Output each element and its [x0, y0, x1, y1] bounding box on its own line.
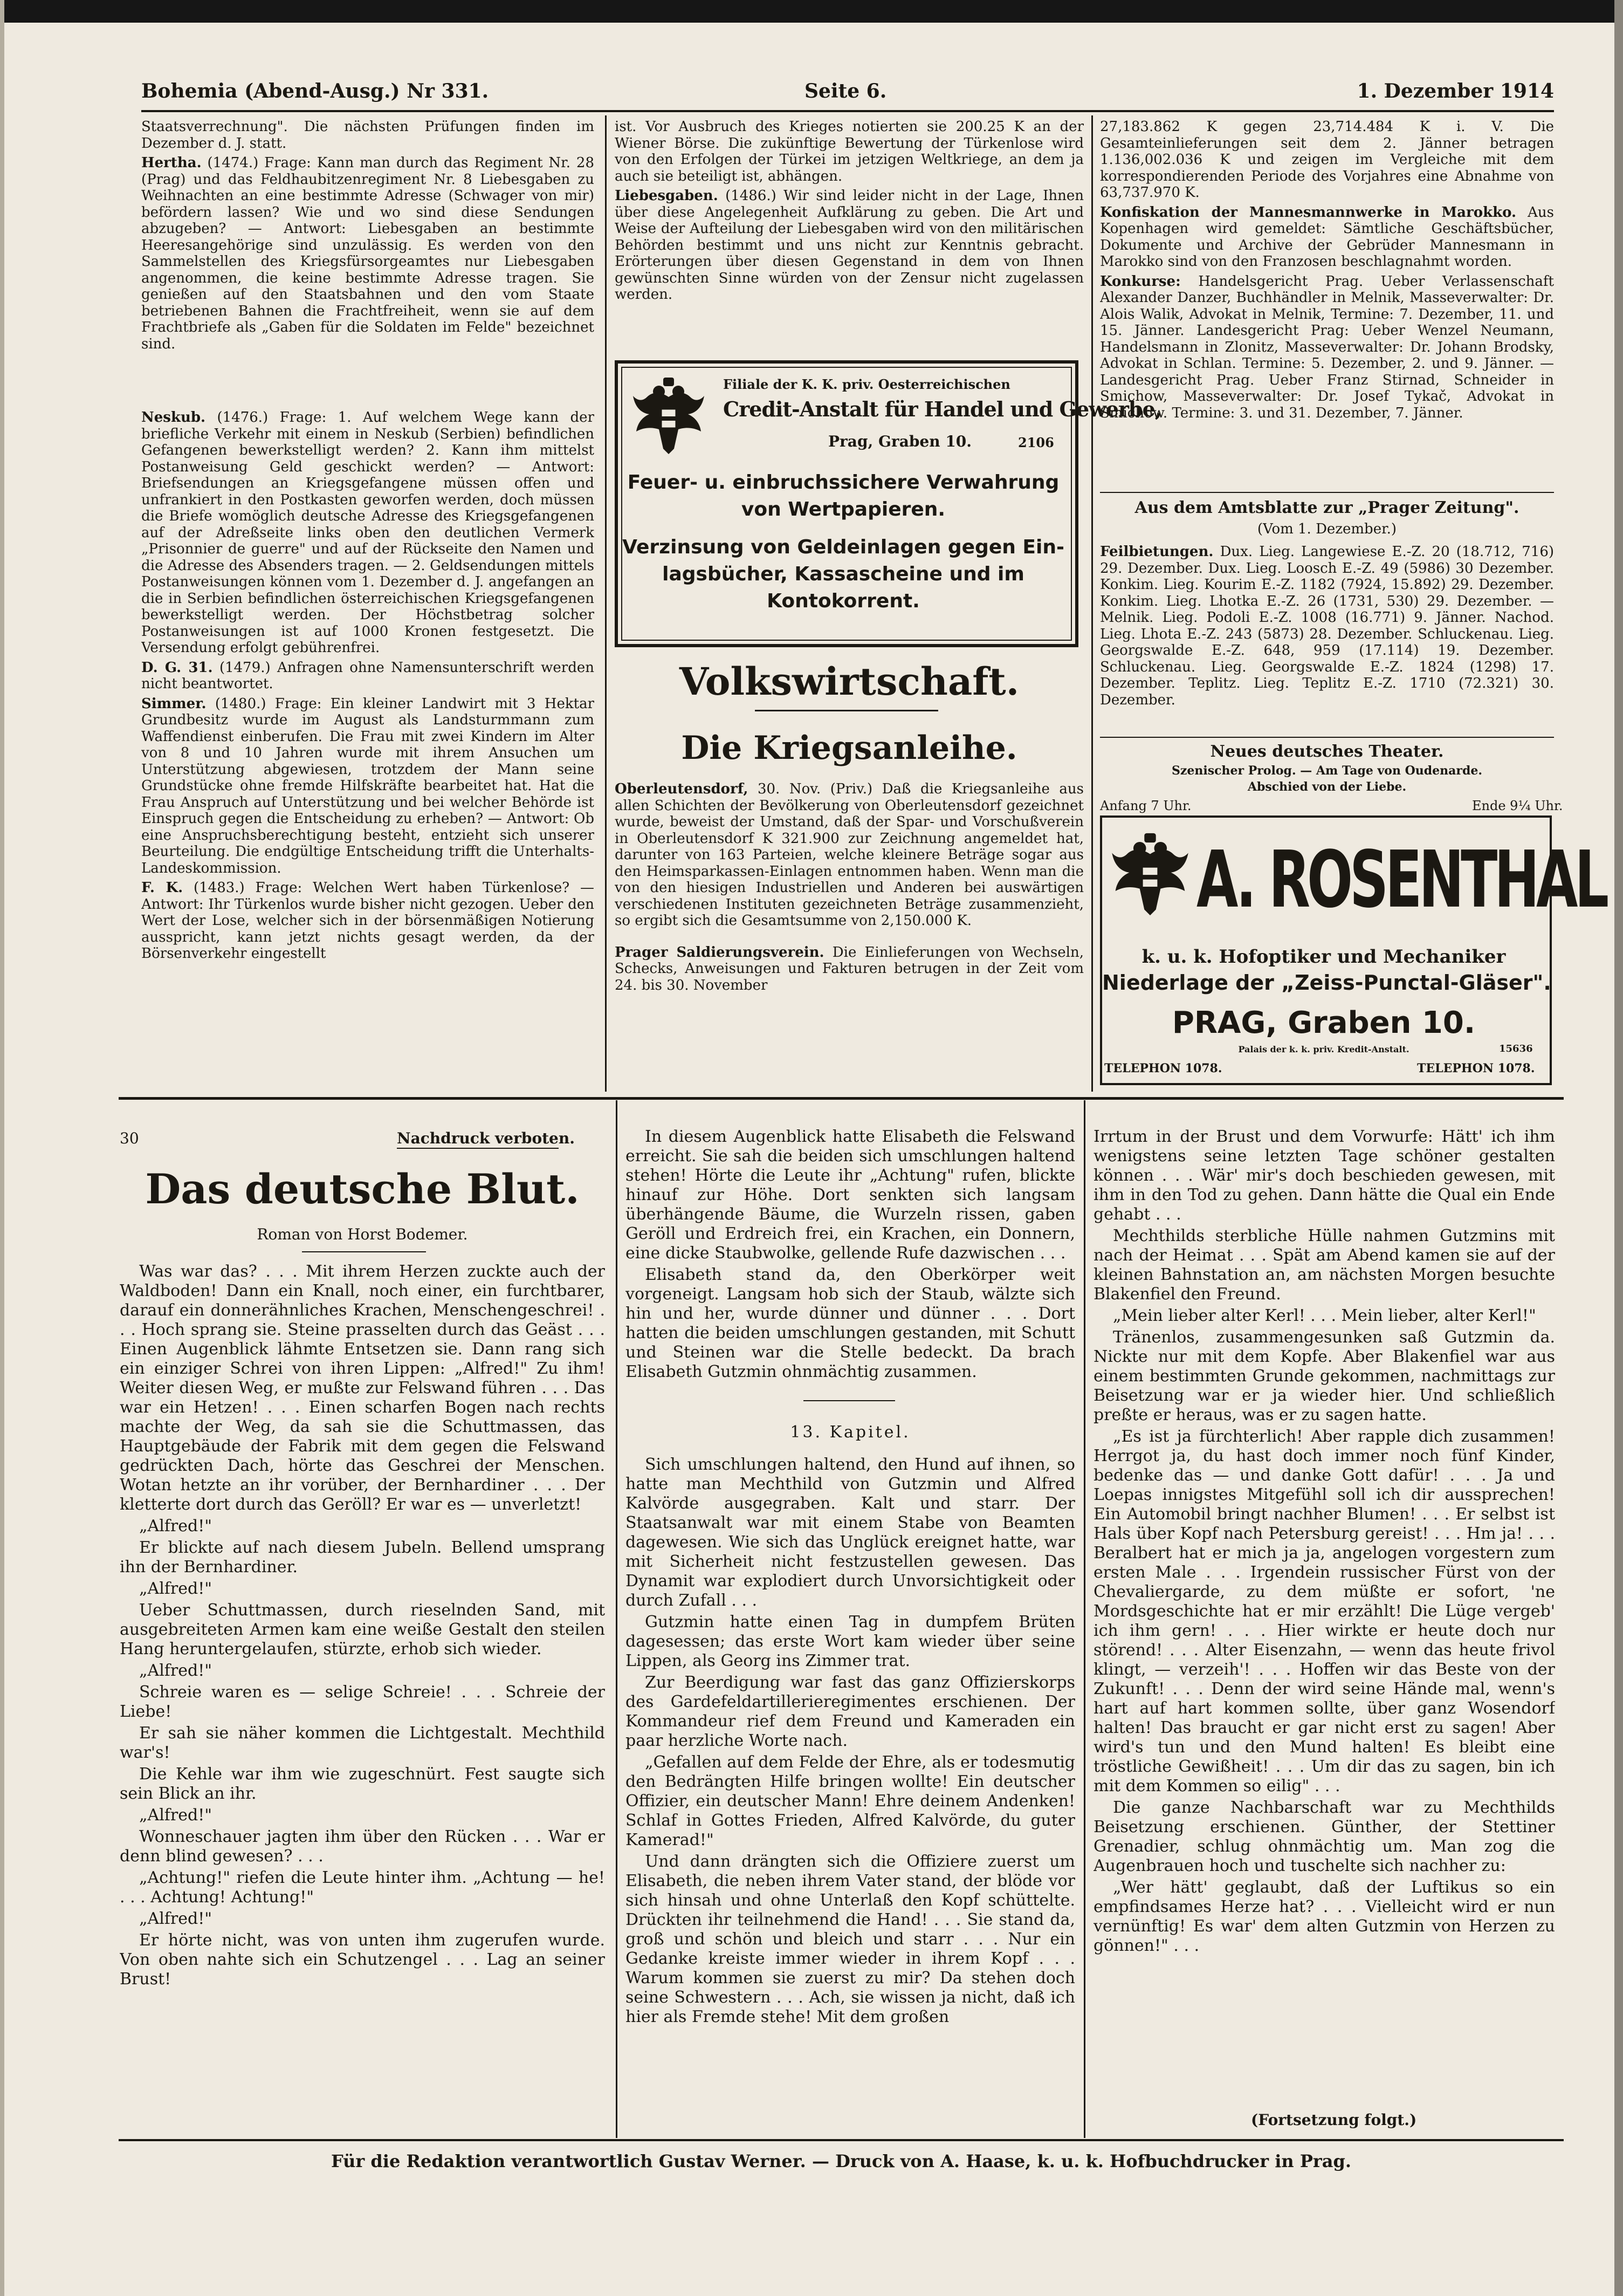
feuilleton-rule	[119, 1097, 1564, 1100]
column-1	[141, 119, 594, 1089]
article-title: Die Kriegsanleihe.	[681, 729, 1017, 767]
theater-line-1: Szenischer Prolog. — Am Tage von Oudenarde.	[1171, 764, 1483, 778]
col1-p4-text: (1479.) Anfragen ohne Namensunterschrift werden nicht beantwortet.	[141, 659, 594, 692]
novel-c3-p7: „Wer hätt' geglaubt, daß der Luftikus so ein empfindsames Herze hat? . . . Vielleicht wird er nun vernünftig! Es war' dem alten Gutzmin von Herzen zu gönnen!" . . .	[1094, 1878, 1555, 1955]
novel-title-rule	[302, 1251, 426, 1252]
novel-column-1	[120, 1262, 605, 2136]
scan-right-edge	[1614, 0, 1623, 2296]
novel-column-3	[1094, 1127, 1555, 2098]
novel-header-underline	[397, 1148, 559, 1149]
scan-left-edge	[0, 0, 4, 2296]
footer-imprint: Für die Redaktion verantwortlich Gustav Werner. — Druck von A. Haase, k. u. k. Hofbuchdrucker in Prag.	[331, 2151, 1351, 2171]
col2-article-paragraph-1	[615, 781, 1084, 929]
header-date: 1. Dezember 1914	[1357, 80, 1554, 102]
novel-column-2	[625, 1127, 1075, 2136]
credit-ad-line-7: lagsbücher, Kassascheine und im	[662, 563, 1024, 585]
credit-ad-line-2: Credit-Anstalt für Handel und Gewerbe,	[723, 397, 1162, 421]
column-3-amtsblatt	[1100, 544, 1554, 731]
rosenthal-line-1: k. u. k. Hofoptiker und Mechaniker	[1141, 946, 1506, 968]
novel-c1-p14: Er hörte nicht, was von unten ihm zugerufen wurde. Von oben nahte sich ein Schutzengel . . . Lag an seiner Brust!	[120, 1931, 605, 1989]
col1-p2-text: (1474.) Frage: Kann man durch das Regiment Nr. 28 (Prag) und das Feldhaubitzenregiment Nr. 8 Liebesgaben zu Weihnachten an eine bestimmte Adresse (Schwager von mir) befördern lassen? Wie und wo sind diese Sendungen abzugeben? — Antwort: Liebesgaben an bestimmte Heeresangehörige sind unzulässig. Es werden von den Sammelstellen des Kriegsfürsorgeamtes nur Liebesgaben angenommen, die keine bestimmte Adresse tragen. Sie genießen auf den Staatsbahnen und den vom Staate betriebenen Bahnen die Frachtfreiheit, wenn sie auf dem Frachtbriefe als „Gaben für die Soldaten im Felde" bezeichnet sind.	[141, 155, 594, 352]
column-2-article	[615, 781, 1084, 1088]
novel-c3-p5: „Es ist ja fürchterlich! Aber rapple dich zusammen! Herrgot ja, du hast doch immer noch fünf Kinder, bedenke das — und danke Gott dafür! . . . Ja und Loepas innigstes Mitgefühl soll ich dir aussprechen! Ein Automobil bringt nachher Blumen! . . . Er selbst ist Hals über Kopf nach Petersburg gereist! . . . Hm ja! . . . Beralbert hat er mich ja ja, angelogen vorgestern zum ersten Male . . . Irgendein russischer Fürst von der Chevaliergarde, zu dem müßte er sofort, 'ne Mordsgeschichte hat er mir erzählt! Die Lüge vergeb' ich ihm gern! . . . Hier wirkte er heute doch nur störend! . . . Alter Eisenzahn, — wenn das heute frivol klingt, — verzeih'! . . . Hoffen wir das Beste von der Zukunft! . . . Denn der wird seine Hände mal, wenn's hart auf hart kommen sollte, über ganz Wosendorf halten! Das braucht er gar nicht erst zu sagen! Aber wird's tun und den Mund halten! Es bleibt eine tröstliche Gewißheit! . . . Um dir das zu sagen, bin ich mit dem Kommen so eilig" . . .	[1094, 1427, 1555, 1795]
novel-c2-p7: Und dann drängten sich die Offiziere zuerst um Elisabeth, die neben ihrem Vater stand, der blöde vor sich hinsah und ohne Unterlaß den Kopf schüttelte. Drückten ihr teilnehmend die Hand! . . . Sie stand da, groß und schön und bleich und starr . . . Nur ein Gedanke kreiste immer wieder in ihrem Kopf . . . Warum kommen sie zuerst zu mir? Da stehen doch seine Schwestern . . . Ach, sie wissen ja nicht, daß ich hier als Fremde stehe! Mit dem großen	[625, 1852, 1075, 2026]
novel-c1-p5: Ueber Schuttmassen, durch rieselnden Sand, mit ausgebreiteten Armen kam eine weiße Gestalt den steilen Hang heruntergelaufen, stürzte, erhob sich wieder.	[120, 1601, 605, 1658]
rosenthal-code: 15636	[1499, 1043, 1533, 1054]
chapter-spacer-bottom	[625, 1444, 1075, 1455]
theater-end: Ende 9¼ Uhr.	[1472, 798, 1563, 813]
novel-c1-p3: Er blickte auf nach diesem Jubeln. Bellend umsprang ihn der Bernhardiner.	[120, 1538, 605, 1577]
page-header	[141, 80, 1554, 112]
rosenthal-eagle-icon	[1110, 828, 1191, 920]
col3-rule-1	[1100, 492, 1554, 493]
novel-c1-p10: „Alfred!"	[139, 1806, 212, 1825]
novel-reprint-notice: Nachdruck verboten.	[397, 1129, 575, 1147]
chapter-rule	[803, 1400, 895, 1401]
col1-p4-lead: D. G. 31.	[141, 659, 213, 676]
credit-ad-line-5: von Wertpapieren.	[741, 498, 946, 520]
novel-c2-p5: Zur Beerdigung war fast das ganz Offizierskorps des Gardefeldartillerieregimentes erschienen. Der Kommandeur rief dem Freund und Kameraden ein paar herzliche Worte nach.	[625, 1673, 1075, 1750]
credit-ad-line-1: Filiale der K. K. priv. Oesterreichischen	[723, 376, 1010, 392]
col2-paragraph-2	[615, 188, 1084, 303]
col1-paragraph-5	[141, 696, 594, 877]
amtsblatt-date: (Vom 1. Dezember.)	[1257, 521, 1397, 537]
novel-c2-p6: „Gefallen auf dem Felde der Ehre, als er todesmutig den Bedrängten Hilfe bringen wollte! Ein deutscher Offizier, ein deutscher Mann! Ehre deinem Andenken! Schlaf in Gottes Frieden, Alfred Kalvörde, du guter Kamerad!"	[625, 1753, 1075, 1849]
col1-p2-lead: Hertha.	[141, 155, 202, 171]
rosenthal-ad	[1100, 815, 1606, 1085]
chapter-spacer-mid	[625, 1401, 1075, 1423]
col1-paragraph-2	[141, 155, 594, 352]
col2-p2-lead: Liebesgaben.	[615, 188, 718, 204]
novel-c2-p1: In diesem Augenblick hatte Elisabeth die Felswand erreicht. Sie sah die beiden sich umschlungen haltend stehen! Hörte die Leute ihr „Achtung" rufen, blickte hinauf zur Höhe. Dort senkten sich langsam überhängende Bäume, die Wurzeln rissen, gaben Geröll und Erdreich frei, ein Krachen, ein Donnern, eine dicke Staubwolke, gellende Rufe dazwischen . . .	[625, 1127, 1075, 1263]
col3-p4-text: Dux. Lieg. Langewiese E.-Z. 20 (18.712, 716) 29. Dezember. Dux. Lieg. Loosch E.-Z. 49 (5986) 30 Dezember. Konkim. Lieg. Kourim E.-Z. 1182 (7924, 15.892) 29. Dezember. Konkim. Lieg. Lhotka E.-Z. 26 (1731, 530) 29. Dezember. — Melnik. Lieg. Podoli E.-Z. 1008 (16.771) 9. Jänner. Nachod. Lieg. Lhota E.-Z. 243 (5873) 28. Dezember. Schluckenau. Lieg. Georgswalde E.-Z. 648, 959 (17.114) 19. Dezember. Schluckenau. Lieg. Georgswalde E.-Z. 1824 (1298) 17. Dezember. Teplitz. Lieg. Teplitz E.-Z. 1710 (72.321) 30. Dezember.	[1100, 544, 1554, 708]
novel-c1-p11: Wonneschauer jagten ihm über den Rücken . . . War er denn blind gewesen? . . .	[120, 1827, 605, 1866]
chapter-spacer-top	[625, 1384, 1075, 1400]
rosenthal-phone-right: TELEPHON 1078.	[1417, 1061, 1535, 1075]
upper-column-rule-2	[1091, 115, 1093, 1092]
novel-c2-p3: Sich umschlungen haltend, den Hund auf ihnen, so hatte man Mechthild von Gutzmin und Alfred Kalvörde ausgegraben. Kalt und starr. Der Staatsanwalt war mit einem Stabe von Beamten dagewesen. Wie sich das Unglück ereignet hatte, war mit Sicherheit nicht festzustellen gewesen. Das Dynamit war explodiert durch Unvorsichtigkeit oder durch Zufall . . .	[625, 1455, 1075, 1610]
novel-c1-p4: „Alfred!"	[139, 1579, 212, 1598]
col1-p5-lead: Simmer.	[141, 695, 207, 712]
col1-p6-lead: F. K.	[141, 880, 183, 896]
column-2-top	[615, 119, 1084, 356]
credit-ad-line-6: Verzinsung von Geldeinlagen gegen Ein-	[622, 536, 1064, 558]
col1-paragraph-1: Staatsverrechnung". Die nächsten Prüfungen finden im Dezember d. J. statt.	[141, 119, 594, 152]
col3-p2-text: Aus Kopenhagen wird gemeldet: Sämtliche Geschäftsbücher, Dokumente und Archive der Gebrüder Mannesmann in Marokko sind von den Franzosen beschlagnahmt worden.	[1100, 204, 1554, 270]
novel-title: Das deutsche Blut.	[145, 1165, 580, 1213]
rosenthal-phone-left: TELEPHON 1078.	[1104, 1061, 1222, 1075]
novel-c3-p1: Irrtum in der Brust und dem Vorwurfe: Hätt' ich ihm wenigstens seine letzten Tage schöner gestalten können . . . Wär' mir's doch beschieden gewesen, mit ihm in den Tod zu gehen. Dann hätte die Qual ein Ende gehabt . . .	[1094, 1127, 1555, 1224]
col3-rule-2	[1100, 737, 1554, 738]
footer-rule	[119, 2139, 1564, 2141]
novel-c3-p3: „Mein lieber alter Kerl! . . . Mein lieber, alter Kerl!"	[1113, 1306, 1536, 1325]
col2-article-paragraph-2	[615, 944, 1084, 994]
rosenthal-line-2: Niederlage der „Zeiss-Punctal-Gläser".	[1102, 971, 1551, 995]
novel-c1-p13: „Alfred!"	[139, 1909, 212, 1928]
section-underline	[755, 710, 938, 711]
novel-c1-p7: Schreie waren es — selige Schreie! . . . Schreie der Liebe!	[120, 1683, 605, 1721]
col1-paragraph-4	[141, 660, 594, 693]
novel-c1-p9: Die Kehle war ihm wie zugeschnürt. Fest saugte sich sein Blick an ihr.	[120, 1765, 605, 1803]
theater-start: Anfang 7 Uhr.	[1100, 798, 1192, 813]
rosenthal-name: A. ROSENTHAL	[1196, 834, 1606, 926]
novel-c1-p6: „Alfred!"	[139, 1661, 212, 1680]
novel-author: Roman von Horst Bodemer.	[257, 1225, 468, 1243]
col1-p3-lead: Neskub.	[141, 409, 206, 426]
col1-p5-text: (1480.) Frage: Ein kleiner Landwirt mit 3 Hektar Grundbesitz wurde im August als Landsturmmann zum Waffendienst einberufen. Die Frau mit zwei Kindern im Alter von 8 und 10 Jahren wurde mit ihrem Ansuchen um Unterstützung abgewiesen, trotzdem der Mann seine Grundstücke ohne fremde Hilfskräfte bearbeitet hat. Hat die Frau Anspruch auf Unterstützung und bei welcher Behörde ist Einspruch gegen die Entscheidung zu erheben? — Antwort: Ob eine Anspruchsberechtigung besteht, entzieht sich unserer Beurteilung. Die endgültige Entscheidung trifft die Unterhalts-Landeskommission.	[141, 695, 594, 876]
header-page-number: Seite 6.	[804, 80, 887, 102]
novel-c2-p4: Gutzmin hatte einen Tag in dumpfem Brüten dagesessen; das erste Wort kam wieder über seine Lippen, als Georg ins Zimmer trat.	[625, 1613, 1075, 1670]
theater-title: Neues deutsches Theater.	[1210, 742, 1444, 761]
col1-paragraph-6	[141, 880, 594, 962]
col3-paragraph-2	[1100, 204, 1554, 270]
novel-column-rule-2	[1084, 1100, 1085, 2138]
col2-article-lead: Oberleutensdorf,	[615, 781, 748, 797]
novel-c1-p8: Er sah sie näher kommen die Lichtgestalt. Mechthild war's!	[120, 1724, 605, 1762]
col2-article2-lead: Prager Saldierungsverein.	[615, 944, 824, 961]
header-rule	[141, 110, 1554, 112]
col2-article2-text: Die Einlieferungen von Wechseln, Schecks, Anweisungen und Fakturen betrugen in der Zeit vom 24. bis 30. November	[615, 944, 1084, 993]
novel-continued: (Fortsetzung folgt.)	[1251, 2111, 1417, 2129]
credit-ad-line-4: Feuer- u. einbruchssichere Verwahrung	[627, 471, 1060, 494]
section-heading: Volkswirtschaft.	[679, 659, 1020, 704]
novel-c3-p4: Tränenlos, zusammengesunken saß Gutzmin da. Nickte nur mit dem Kopfe. Aber Blakenfiel war aus einem bestimmten Grunde gekommen, nachmittags zur Beisetzung war er ja wieder hier. Und schließlich preßte er heraus, was er zu sagen hatte.	[1094, 1328, 1555, 1424]
novel-c1-p2: „Alfred!"	[139, 1517, 212, 1536]
col3-paragraph-1: 27,183.862 K gegen 23,714.484 K i. V. Die Gesamteinlieferungen seit dem 2. Jänner betragen 1.136,002.036 K und zeigen im Vergleiche mit dem korrespondierenden Periode des Vorjahres eine Abnahme von 63,737.970 K.	[1100, 119, 1554, 201]
col3-p3-text: Handelsgericht Prag. Ueber Verlassenschaft Alexander Danzer, Buchhändler in Melnik, Masseverwalter: Dr. Alois Walik, Advokat in Melnik, Termine: 7. Dezember, 11. und 15. Jänner. Landesgericht Prag: Ueber Wenzel Neumann, Handelsmann in Zlonitz, Masseverwalter: Dr. Johann Brodsky, Advokat in Schlan. Termine: 5. Dezember, 2. und 9. Jänner. — Landesgericht Prag. Ueber Franz Stirnad, Schneider in Smichow, Masseverwalter: Dr. Josef Tykač, Advokat in Smichow. Termine: 3. und 31. Dezember, 7. Jänner.	[1100, 273, 1554, 421]
novel-c2-p2: Elisabeth stand da, den Oberkörper weit vorgeneigt. Langsam hob sich der Staub, wälzte sich hin und her, wurde dünner und dünner . . . Dort hatten die beiden umschlungen gestanden, mit Schutt und Steinen war die Stelle bedeckt. Da brach Elisabeth Gutzmin ohnmächtig zusammen.	[625, 1265, 1075, 1381]
col2-p2-text: (1486.) Wir sind leider nicht in der Lage, Ihnen über diese Angelegenheit Aufklärung zu geben. Die Art und Weise der Aufteilung der Liebesgaben wird von den militärischen Behörden bestimmt und uns nicht zur Kenntnis gebracht. Erörterungen über diesen Gegenstand in dem von Ihnen gewünschten Sinne würden von der Zensur nicht zugelassen werden.	[615, 188, 1084, 303]
col3-paragraph-4	[1100, 544, 1554, 708]
novel-c1-p1: Was war das? . . . Mit ihrem Herzen zuckte auch der Waldboden! Dann ein Knall, noch einer, ein furchtbarer, darauf ein donnerähnliches Krachen, Menschengeschrei! . . . Hoch sprang sie. Steine prasselten durch das Geäst . . . Einen Augenblick lähmte Entsetzen sie. Dann rang sich ein einziger Schrei von ihren Lippen: „Alfred!" Zu ihm! Weiter diesen Weg, er mußte zur Felswand führen . . . Das war ein Hetzen! . . . Einen scharfen Bogen nach rechts machte der Weg, da sah sie die Schuttmassen, das Hauptgebäude der Fabrik mit dem gegen die Felswand gedrückten Dach, hörte das Geschrei der Menschen. Wotan hetzte an ihr vorüber, der Bernhardiner . . . Der kletterte dort durch das Geröll? Er war es — unverletzt!	[120, 1262, 605, 1514]
column-3-top	[1100, 119, 1554, 491]
chapter-heading: 13. Kapitel.	[790, 1423, 911, 1442]
col1-p3-text: (1476.) Frage: 1. Auf welchem Wege kann der briefliche Verkehr mit einem in Neskub (Serbien) befindlichen Gefangenen bewerkstelligt werden? 2. Kann ihm mittelst Postanweisung Geld geschickt werden? — Antwort: Briefsendungen an Kriegsgefangene müssen offen und unfrankiert in den Postkasten geworfen werden, doch müssen die Briefe womöglich deutsche Adresse des Kriegsgefangenen auf der Adreßseite links oben den deutlichen Vermerk „Prisonnier de guerre" und auf der Rückseite den Namen und die Adresse des Absenders tragen. — 2. Geldsendungen mittels Postanweisungen können vom 1. Dezember d. J. angefangen an die in Serbien befindlichen österreichischen Kriegsgefangenen bewerkstelligt werden. Der Höchstbetrag solcher Postanweisungen ist auf 1000 Kronen festgesetzt. Die Versendung erfolgt gebührenfrei.	[141, 409, 594, 656]
col3-p2-lead: Konfiskation der Mannesmannwerke in Marokko.	[1100, 204, 1517, 221]
novel-c1-p12: „Achtung!" riefen die Leute hinter ihm. „Achtung — he! . . . Achtung! Achtung!"	[120, 1868, 605, 1907]
col1-paragraph-3	[141, 409, 594, 656]
col2-article-text: 30. Nov. (Priv.) Daß die Kriegsanleihe aus allen Schichten der Bevölkerung von Oberleutensdorf gezeichnet wurde, beweist der Umstand, daß der Spar- und Vorschußverein in Oberleutensdorf K 321.900 zur Zeichnung angemeldet hat, darunter von 163 Parteien, welche kleinere Beträge sogar aus den Heimsparkassen-Einlagen entnommen haben. Wenn man die von den hiesigen Industriellen und Anderen bei auswärtigen verschiedenen Instituten gezeichneten Beträge zusammenzieht, so ergibt sich die Gesamtsumme von 2,150.000 K.	[615, 781, 1084, 929]
col3-paragraph-3	[1100, 273, 1554, 422]
col3-p4-lead: Feilbietungen.	[1100, 544, 1214, 560]
header-left: Bohemia (Abend-Ausg.) Nr 331.	[141, 80, 489, 102]
upper-column-rule-1	[605, 115, 607, 1092]
col1-p6-text: (1483.) Frage: Welchen Wert haben Türkenlose? — Antwort: Ihr Türkenlos wurde bisher nicht gezogen. Ueber den Wert der Lose, welcher sich in der börsenmäßigen Notierung ausspricht, kann jetzt nichts gesagt werden, da der Börsenverkehr eingestellt	[141, 880, 594, 962]
scan-top-edge	[0, 0, 1623, 23]
credit-ad-line-3: Prag, Graben 10.	[828, 433, 972, 450]
credit-ad-line-8: Kontokorrent.	[767, 590, 920, 612]
novel-column-rule-1	[616, 1100, 617, 2138]
novel-c3-p2: Mechthilds sterbliche Hülle nahmen Gutzmins mit nach der Heimat . . . Spät am Abend kamen sie auf der kleinen Bahnstation an, am nächsten Morgen besuchte Blakenfiel den Freund.	[1094, 1226, 1555, 1304]
novel-c3-p6: Die ganze Nachbarschaft war zu Mechthilds Beisetzung erschienen. Günther, der Stettiner Grenadier, schlug ohnmächtig um. Man zog die Augenbrauen hoch und tuschelte sich nachher zu:	[1094, 1798, 1555, 1875]
amtsblatt-title: Aus dem Amtsblatte zur „Prager Zeitung".	[1134, 498, 1519, 517]
rosenthal-line-4: Palais der k. k. priv. Kredit-Anstalt.	[1238, 1044, 1409, 1054]
theater-line-2: Abschied von der Liebe.	[1247, 780, 1407, 794]
double-eagle-icon	[631, 375, 706, 456]
col2-paragraph-1: ist. Vor Ausbruch des Krieges notierten sie 200.25 K an der Wiener Börse. Die zukünftige Bewertung der Türkenlose wird von den Erfolgen der Türkei im jetzigen Weltkriege, an dem ja auch sie beteiligt ist, abhängen.	[615, 119, 1084, 184]
col3-p3-lead: Konkurse:	[1100, 273, 1181, 290]
col2-article-spacer	[615, 933, 1084, 944]
col1-spacer	[141, 355, 594, 409]
novel-episode-number: 30	[120, 1129, 139, 1147]
rosenthal-line-3: PRAG, Graben 10.	[1172, 1005, 1476, 1040]
credit-ad-code: 2106	[1018, 435, 1054, 450]
